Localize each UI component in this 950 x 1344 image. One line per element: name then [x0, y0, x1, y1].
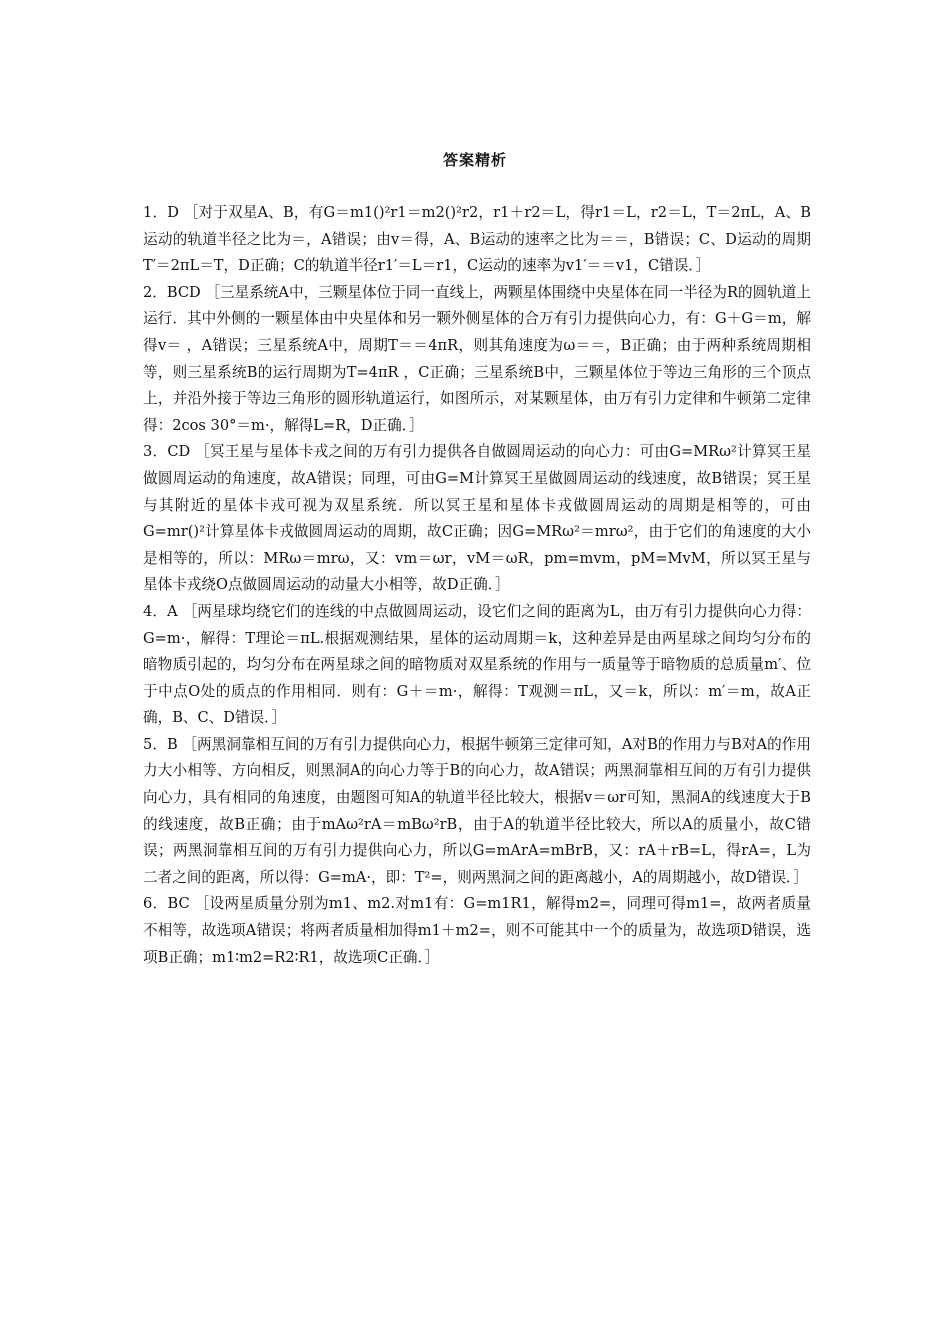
answer-1: 1．D ［对于双星A、B，有G＝m1()²r1＝m2()²r2，r1＋r2＝L，得r1＝L，r2＝L，T＝2πL，A、B运动的轨道半径之比为＝，A错误；由v＝得，A、B运动的速率之比为＝＝，B错误；C、D运动的周期T′＝2πL＝T，D正确；C的轨道半径r1′＝L＝r1，C运动的速率为v1′＝＝v1，C错误．］: [143, 204, 811, 275]
answer-3: 3．CD ［冥王星与星体卡戎之间的万有引力提供各自做圆周运动的向心力：可由G=MRω²计算冥王星做圆周运动的角速度，故A错误；同理，可由G=M计算冥王星做圆周运动的线速度，故B错误；冥王星与其附近的星体卡戎可视为双星系统．所以冥王星和星体卡戎做圆周运动的周期是相等的，可由G=mr()²计算星体卡戎做圆周运动的周期，故C正确；因G=MRω²＝mrω²，由于它们的角速度的大小是相等的，所以：MRω＝mrω，又：vm＝ωr，vM＝ωR，pm=mvm，pM=MvM，所以冥王星与星体卡戎绕O点做圆周运动的动量大小相等，故D正确．］: [143, 443, 811, 594]
page-title: 答案精析: [442, 151, 507, 169]
answer-2: 2．BCD ［三星系统A中，三颗星体位于同一直线上，两颗星体围绕中央星体在同一半径为R的圆轨道上运行．其中外侧的一颗星体由中央星体和另一颗外侧星体的合万有引力提供向心力，有：G＋G＝m，解得v＝ ，A错误；三星系统A中，周期T＝＝4πR，则其角速度为ω＝＝，B正确；由于两种系统周期相等，则三星系统B的运行周期为T=4πR ，C正确；三星系统B中，三颗星体位于等边三角形的三个顶点上，并沿外接于等边三角形的圆形轨道运行，如图所示，对某颗星体，由万有引力定律和牛顿第二定律得：2cos 30°＝m·，解得L=R，D正确．］: [143, 283, 811, 434]
answer-list: [143, 200, 811, 971]
answer-4: 4．A ［两星球均绕它们的连线的中点做圆周运动，设它们之间的距离为L，由万有引力提供向心力得：G=m·，解得：T理论＝πL.根据观测结果，星体的运动周期＝k，这种差异是由两星球之间均匀分布的暗物质引起的，均匀分布在两星球之间的暗物质对双星系统的作用与一质量等于暗物质的总质量m′、位于中点O处的质点的作用相同．则有：G＋＝m·，解得：T观测＝πL，又＝k，所以：m′＝m，故A正确，B、C、D错误．］: [143, 602, 811, 727]
answer-6: 6．BC ［设两星质量分别为m1、m2.对m1有：G=m1R1，解得m2=，同理可得m1=，故两者质量不相等，故选项A错误；将两者质量相加得m1＋m2=，则不可能其中一个的质量为，故选项D错误，选项B正确；m1∶m2=R2∶R1，故选项C正确．］: [143, 895, 811, 966]
answer-5: 5．B ［两黑洞靠相互间的万有引力提供向心力，根据牛顿第三定律可知，A对B的作用力与B对A的作用力大小相等、方向相反，则黑洞A的向心力等于B的向心力，故A错误；两黑洞靠相互间的万有引力提供向心力，具有相同的角速度，由题图可知A的轨道半径比较大，根据v＝ωr可知，黑洞A的线速度大于B的线速度，故B正确；由于mAω²rA＝mBω²rB，由于A的轨道半径比较大，所以A的质量小，故C错误；两黑洞靠相互间的万有引力提供向心力，所以G=mArA=mBrB，又：rA＋rB=L，得rA=，L为二者之间的距离，所以得：G=mA·，即：T²=，则两黑洞之间的距离越小，A的周期越小，故D错误．］: [143, 735, 811, 886]
